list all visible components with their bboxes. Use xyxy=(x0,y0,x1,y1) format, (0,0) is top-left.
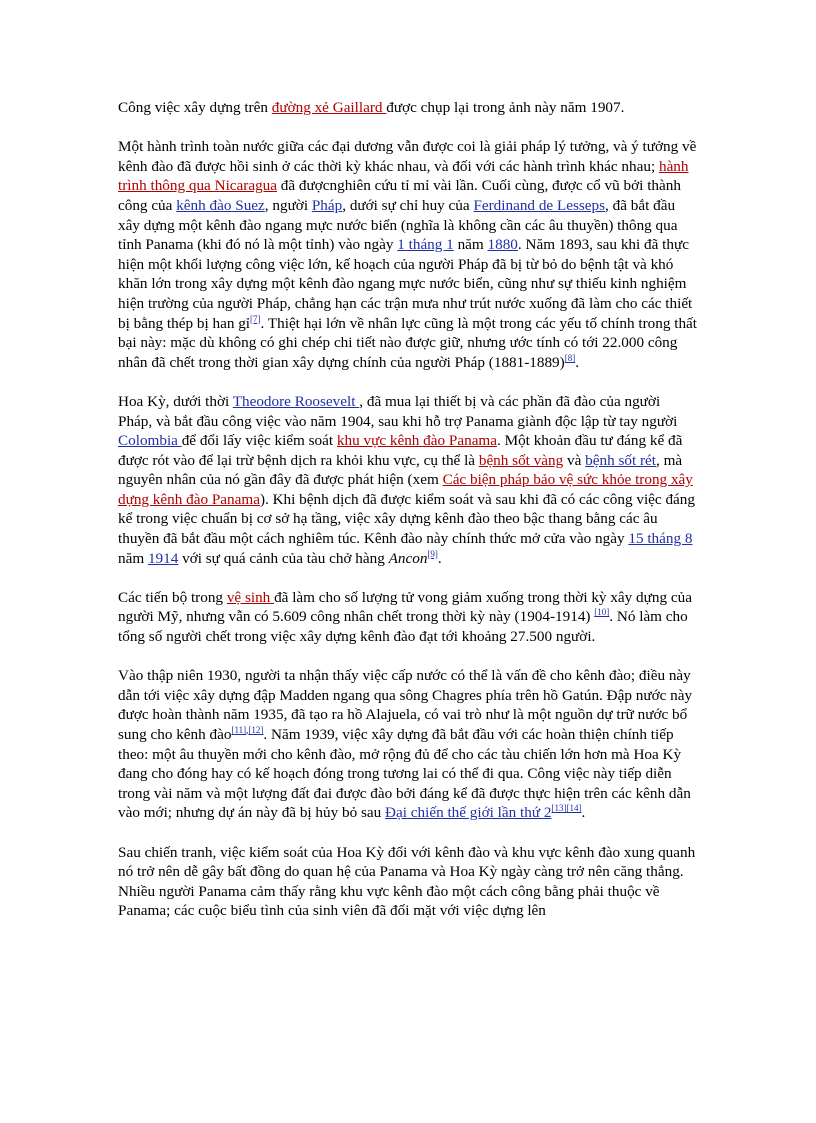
document-page xyxy=(118,98,698,941)
footnote-ref-10[interactable]: [10] xyxy=(594,607,610,618)
photo-caption: Công việc xây dựng trên đường xẻ Gaillard được chụp lại trong ảnh này năm 1907. xyxy=(118,99,625,116)
link-sanitation[interactable]: vệ sinh xyxy=(226,588,275,606)
link-malaria[interactable]: bệnh sốt rét xyxy=(585,451,657,469)
link-gaillard-cut[interactable]: đường xẻ Gaillard xyxy=(271,99,387,116)
footnote-ref-7[interactable]: [7] xyxy=(250,313,261,324)
link-colombia[interactable]: Colombia xyxy=(118,432,182,450)
footnote-ref-8[interactable]: [8] xyxy=(564,352,576,363)
link-january-1[interactable]: 1 tháng 1 xyxy=(397,236,454,254)
link-theodore-roosevelt[interactable]: Theodore Roosevelt xyxy=(232,392,360,410)
link-year-1880[interactable]: 1880 xyxy=(487,236,518,254)
paragraph-french-attempt: Một hành trình toàn nước giữa các đại dương vẫn được coi là giải pháp lý tưởng, và ý tưởng về kênh đào đã được hồi sinh ở các thời kỳ khác nhau, và đối với các hành trình khác nhau; hành trình thông qua Nicaragua đã đượcnghiên cứu tỉ mỉ vài lần. Cuối cùng, được cổ vũ bởi thành công của kênh đào Suez, người Pháp, dưới sự chỉ huy của Ferdinand de Lesseps, đã bắt đầu xây dựng một kênh đào ngang mực nước biển (nghĩa là không cần các âu thuyền) thông qua tỉnh Panama (khi đó nó là một tỉnh) vào ngày 1 tháng 1 năm 1880. Năm 1893, sau khi đã thực hiện một khối lượng công việc lớn, kế hoạch của người Pháp đã bị từ bỏ do bệnh tật và khó khăn lớn trong xây dựng một kênh đào ngang mực nước biển, cũng như sự thiếu kinh nghiệm hiện trường của người Pháp, chẳng hạn các trận mưa như trút nước xuống đã làm cho các thiết bị bằng thép bị han gỉ[7]. Thiệt hại lớn về nhân lực cũng là một trong các yếu tố chính trong thất bại này: mặc dù không có ghi chép chi tiết nào được giữ, nhưng ước tính có tới 22.000 công nhân đã chết trong thời gian xây dựng chính của người Pháp (1881-1889)[8]. xyxy=(118,138,698,371)
footnote-ref-12[interactable]: [12] xyxy=(248,725,264,735)
paragraph-us-construction: Hoa Kỳ, dưới thời Theodore Roosevelt , đã mua lại thiết bị và các phần đã đào của người Pháp, và bắt đầu công việc vào năm 1904, sau khi hỗ trợ Panama giành độc lập từ tay người Colombia để đổi lấy việc kiểm soát khu vực kênh đào Panama. Một khoản đầu tư đáng kể đã được rót vào để lại trừ bệnh dịch ra khỏi khu vực, cụ thể là bệnh sốt vàng và bệnh sốt rét, mà nguyên nhân của nó gần đây đã được phát hiện (xem Các biện pháp bảo vệ sức khỏe trong xây dựng kênh đào Panama). Khi bệnh dịch đã được kiểm soát và sau khi đã có các công việc đáng kể trong việc chuẩn bị cơ sở hạ tầng, việc xây dựng kênh đào theo bậc thang bằng các âu thuyền đã bắt đầu một cách nghiêm túc. Kênh đào này chính thức mở cửa vào ngày 15 tháng 8 năm 1914 với sự quá cảnh của tàu chở hàng Ancon[9]. xyxy=(118,392,695,567)
link-nicaragua-route[interactable]: hành trình thông qua Nicaragua xyxy=(118,157,689,195)
link-august-15[interactable]: 15 tháng 8 xyxy=(628,530,693,548)
link-france[interactable]: Pháp xyxy=(311,196,343,214)
link-suez-canal[interactable]: kênh đào Suez xyxy=(176,196,265,214)
footnote-ref-11[interactable]: [11] xyxy=(231,725,247,735)
paragraph-sanitation: Các tiến bộ trong vệ sinh đã làm cho số lượng tử vong giảm xuống trong thời kỳ xây dựng của người Mỹ, nhưng vẫn có 5.609 công nhân chết trong thời kỳ này (1904-1914) [10]. Nó làm cho tổng số người chết trong việc xây dựng kênh đào đạt tới khoảng 27.500 người. xyxy=(118,588,692,646)
paragraph-postwar: Sau chiến tranh, việc kiểm soát của Hoa Kỳ đối với kênh đào và khu vực kênh đào xung quanh nó trở nên dễ gây bất đồng do quan hệ của Panama và Hoa Kỳ ngày càng trở nên căng thẳng. Nhiều người Panama cảm thấy rằng khu vực kênh đào một cách công bằng phải thuộc về Panama; các cuộc biểu tình của sinh viên đã đối mặt với việc dựng lên xyxy=(118,843,696,920)
ship-name-ancon: Ancon xyxy=(388,549,428,567)
link-ferdinand-de-lesseps[interactable]: Ferdinand de Lesseps xyxy=(473,196,606,214)
link-health-measures[interactable]: Các biện pháp bảo vệ sức khỏe trong xây dựng kênh đào Panama xyxy=(118,471,693,508)
footnote-ref-9[interactable]: [9] xyxy=(427,548,438,559)
footnote-ref-13[interactable]: [13] xyxy=(551,803,567,814)
link-canal-zone[interactable]: khu vực kênh đào Panama xyxy=(336,432,497,450)
link-year-1914[interactable]: 1914 xyxy=(147,549,179,567)
link-world-war-2[interactable]: Đại chiến thế giới lần thứ 2 xyxy=(385,804,552,822)
link-yellow-fever[interactable]: bệnh sốt vàng xyxy=(478,451,564,469)
footnote-ref-14[interactable]: [14] xyxy=(566,803,582,814)
paragraph-water-supply: Vào thập niên 1930, người ta nhận thấy việc cấp nước có thể là vấn đề cho kênh đào; điều này dẫn tới việc xây dựng đập Madden ngang qua sông Chagres phía trên hồ Gatún. Đập nước này được hoàn thành năm 1935, đã tạo ra hồ Alajuela, có vai trò như là một nguồn dự trữ nước bổ sung cho kênh đào[11],[12]. Năm 1939, việc xây dựng đã bắt đầu với các hoàn thiện chính tiếp theo: một âu thuyền mới cho kênh đào, mở rộng đủ để cho các tàu chiến lớn hơn mà Hoa Kỳ đang cho đóng hay có kế hoạch đóng trong tương lai có thể đi qua. Công việc này tiếp diễn trong vài năm và một lượng đất đai được đào bởi đáng kể đã được thực hiện trên các kênh dẫn vào mới; nhưng dự án này đã bị hủy bỏ sau Đại chiến thế giới lần thứ 2[13][14]. xyxy=(118,667,693,822)
